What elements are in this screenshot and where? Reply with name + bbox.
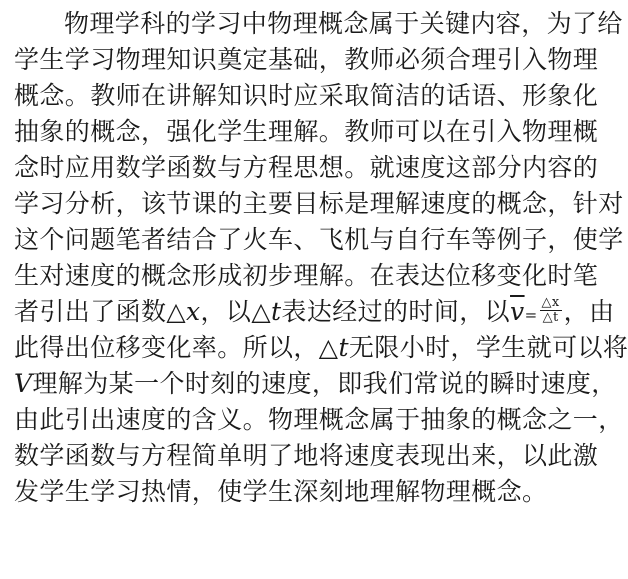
var-v-bar: $\overline{v}$ [510,297,525,326]
text-line-11 [14,366,617,402]
text-line-3: 概念。教师在讲解知识时应采取简洁的话语、形象化 [14,81,599,110]
text-line-8: 生对速度的概念形成初步理解。在表达位移变化时笔 [14,261,599,290]
text-line-12: 由此引出速度的含义。物理概念属于抽象的概念之一， [14,405,624,434]
fraction-denominator: △t [542,310,559,325]
line10-after: 无限小时，学生就可以将 [348,333,628,362]
fraction [540,296,562,325]
line11-after: 理解为某一个时刻的速度，即我们常说的瞬时速度， [32,369,617,398]
fraction-numerator: △x [541,295,560,310]
text-line-9 [14,294,615,330]
var-t: t [270,297,282,326]
text-line-10 [14,330,628,366]
text-line-7: 这个问题笔者结合了火车、飞机与自行车等例子，使学 [14,225,624,254]
var-x: x [186,297,201,326]
text-line-5: 念时应用数学函数与方程思想。就速度这部分内容的 [14,153,599,182]
line9-tail: ，由 [563,297,615,326]
line10-before: 此得出位移变化率。所以，△ [14,333,339,362]
text-line-2: 学生学习物理知识奠定基础，教师必须合理引入物理 [14,45,599,74]
text-line-13: 数学函数与方程简单明了地将速度表现出来，以此激 [14,441,599,470]
text-line-6: 学习分析，该节课的主要目标是理解速度的概念，针对 [14,189,624,218]
line9-before: 者引出了函数△ [14,297,187,326]
var-t: t [338,333,349,362]
text-line-1: 物理学科的学习中物理概念属于关键内容，为了给 [64,9,623,38]
var-V: V [14,369,33,398]
text-line-4: 抽象的概念，强化学生理解。教师可以在引入物理概 [14,117,599,146]
line9-after: 表达经过的时间，以 [281,297,511,326]
text-line-14: 发学生学习热情，使学生深刻地理解物理概念。 [14,477,548,506]
equals-sign: = [524,306,538,324]
line9-mid: ，以△ [200,297,271,326]
